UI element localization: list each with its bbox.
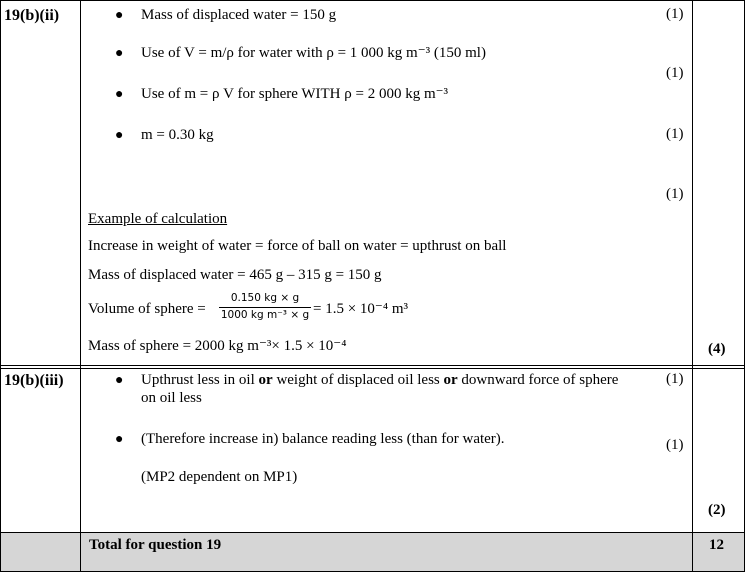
total-mark: (4) xyxy=(708,341,726,357)
row-divider-1b xyxy=(0,368,745,369)
fraction-bar xyxy=(219,307,311,308)
marking-point: (Therefore increase in) balance reading less (than for water). xyxy=(141,431,505,447)
marking-point: m = 0.30 kg xyxy=(141,127,214,143)
question-id: 19(b)(ii) xyxy=(4,7,60,24)
bullet-icon: ● xyxy=(115,87,124,102)
marking-point-continued: on oil less xyxy=(141,390,202,406)
bullet-icon: ● xyxy=(115,432,124,447)
marking-note: (MP2 dependent on MP1) xyxy=(141,469,298,485)
table-border-top xyxy=(0,0,745,1)
marking-point: Mass of displaced water = 150 g xyxy=(141,7,337,23)
mark: (1) xyxy=(666,65,684,81)
bullet-icon: ● xyxy=(115,373,124,388)
table-border-left xyxy=(0,0,1,572)
bullet-icon: ● xyxy=(115,46,124,61)
mark: (1) xyxy=(666,186,684,202)
question-id: 19(b)(iii) xyxy=(4,372,64,389)
bullet-icon: ● xyxy=(115,128,124,143)
total-mark: (2) xyxy=(708,502,726,518)
fraction-denominator: 1000 kg m⁻³ × g xyxy=(220,309,310,321)
total-label: Total for question 19 xyxy=(89,537,222,553)
example-heading: Example of calculation xyxy=(88,211,228,227)
example-line-prefix: Volume of sphere = xyxy=(88,301,206,317)
example-line: Mass of displaced water = 465 g – 315 g = 150 g xyxy=(88,267,382,283)
mark: (1) xyxy=(666,371,684,387)
mark: (1) xyxy=(666,6,684,22)
column-divider-1 xyxy=(80,0,81,572)
marking-point: Upthrust less in oil or weight of displaced oil less or downward force of sphere xyxy=(141,372,619,388)
example-line: Mass of sphere = 2000 kg m⁻³× 1.5 × 10⁻⁴ xyxy=(88,338,347,354)
marking-point: Use of V = m/ρ for water with ρ = 1 000 kg m⁻³ (150 ml) xyxy=(141,45,486,61)
total-value: 12 xyxy=(709,537,724,553)
column-divider-2 xyxy=(692,0,693,572)
example-line: Increase in weight of water = force of ball on water = upthrust on ball xyxy=(88,238,507,254)
example-line-suffix: = 1.5 × 10⁻⁴ m³ xyxy=(313,301,408,317)
mark: (1) xyxy=(666,126,684,142)
fraction-numerator: 0.150 kg × g xyxy=(230,292,300,304)
marking-point: Use of m = ρ V for sphere WITH ρ = 2 000 kg m⁻³ xyxy=(141,86,449,102)
bullet-icon: ● xyxy=(115,8,124,23)
row-divider-2 xyxy=(0,532,745,533)
mark: (1) xyxy=(666,437,684,453)
row-divider-1 xyxy=(0,365,745,366)
